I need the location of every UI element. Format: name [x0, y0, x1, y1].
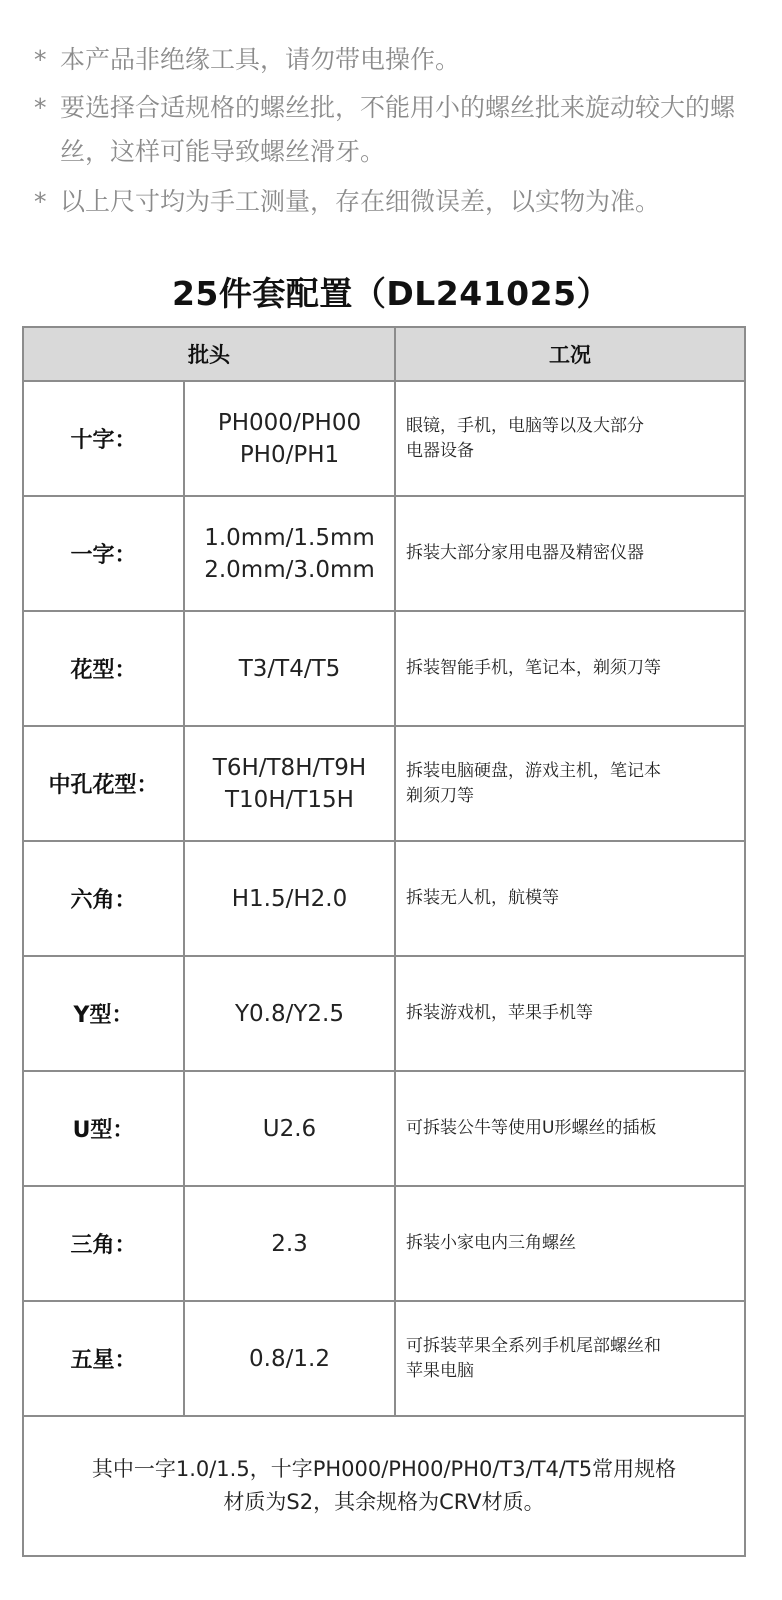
bit-spec: [184, 1071, 395, 1186]
spec-line: U2.6: [262, 1115, 317, 1142]
usage-line: 拆装游戏机，苹果手机等: [406, 1003, 593, 1023]
bit-type: 十字：: [23, 381, 184, 496]
usage-line: 拆装智能手机，笔记本，剃须刀等: [406, 658, 661, 678]
bit-spec: [184, 1186, 395, 1301]
note-1: [34, 38, 754, 82]
bit-spec: [184, 726, 395, 841]
usage-description: [395, 1186, 745, 1301]
usage-description: [395, 496, 745, 611]
bit-type: Y型：: [23, 956, 184, 1071]
spec-line: T6H/T8H/T9H: [212, 754, 367, 781]
usage-line: 苹果电脑: [406, 1360, 474, 1381]
spec-line: PH0/PH1: [239, 441, 340, 468]
spec-line: 2.3: [271, 1230, 308, 1257]
note-3: [34, 180, 754, 224]
bit-spec: [184, 496, 395, 611]
usage-line: 剃须刀等: [406, 785, 474, 806]
spec-line: T10H/T15H: [225, 786, 354, 813]
footer-line-2: 材质为S2，其余规格为CRV材质。: [223, 1490, 545, 1514]
config-table: [22, 326, 746, 1557]
note-text: 要选择合适规格的螺丝批，不能用小的螺丝批来旋动较大的螺丝，这样可能导致螺丝滑牙。: [60, 93, 736, 166]
note-bullet: *: [34, 45, 47, 74]
bit-type: 中孔花型：: [23, 726, 184, 841]
table-body: [23, 381, 745, 1416]
usage-line: 眼镜，手机，电脑等以及大部分: [406, 415, 644, 436]
table-row: [23, 841, 745, 956]
bit-type: 六角：: [23, 841, 184, 956]
bit-type: 花型：: [23, 611, 184, 726]
spec-line: PH000/PH00: [217, 409, 362, 436]
spec-line: Y0.8/Y2.5: [234, 1000, 344, 1027]
bit-type: U型：: [23, 1071, 184, 1186]
table-row: [23, 1186, 745, 1301]
usage-line: 拆装无人机，航模等: [406, 888, 559, 908]
table-header-row: [23, 327, 745, 381]
usage-line: 拆装电脑硬盘，游戏主机，笔记本: [406, 760, 661, 781]
page-title: 25件套配置（DL241025）: [171, 274, 611, 313]
table-row: [23, 381, 745, 496]
notes-section: [34, 38, 754, 228]
usage-line: 拆装小家电内三角螺丝: [406, 1233, 576, 1253]
usage-description: [395, 841, 745, 956]
spec-line: H1.5/H2.0: [231, 885, 348, 912]
usage-description: [395, 611, 745, 726]
note-bullet: *: [34, 187, 47, 216]
footer-line-1: 其中一字1.0/1.5，十字PH000/PH00/PH0/T3/T4/T5常用规格: [91, 1457, 677, 1481]
table-row: [23, 956, 745, 1071]
bit-spec: [184, 956, 395, 1071]
bit-type: 一字：: [23, 496, 184, 611]
usage-line: 可拆装公牛等使用U形螺丝的插板: [406, 1118, 657, 1138]
usage-line: 拆装大部分家用电器及精密仪器: [406, 543, 644, 563]
usage-description: [395, 956, 745, 1071]
spec-line: 2.0mm/3.0mm: [204, 556, 375, 583]
header-bit: 批头: [23, 327, 395, 381]
bit-type: 三角：: [23, 1186, 184, 1301]
usage-description: [395, 1301, 745, 1416]
bit-spec: [184, 1301, 395, 1416]
usage-line: 可拆装苹果全系列手机尾部螺丝和: [406, 1335, 661, 1356]
usage-description: [395, 726, 745, 841]
table-footer-row: [23, 1416, 745, 1556]
bit-spec: [184, 841, 395, 956]
table-row: [23, 1301, 745, 1416]
table-row: [23, 726, 745, 841]
note-text: 本产品非绝缘工具，请勿带电操作。: [60, 45, 461, 74]
note-text: 以上尺寸均为手工测量，存在细微误差，以实物为准。: [60, 187, 661, 216]
spec-line: T3/T4/T5: [238, 655, 341, 682]
note-2: [34, 86, 754, 174]
usage-line: 电器设备: [406, 440, 474, 461]
usage-description: [395, 1071, 745, 1186]
bit-spec: [184, 381, 395, 496]
spec-line: 1.0mm/1.5mm: [204, 524, 375, 551]
note-bullet: *: [34, 93, 47, 122]
bit-type: 五星：: [23, 1301, 184, 1416]
table-row: [23, 496, 745, 611]
bit-spec: [184, 611, 395, 726]
header-usage: 工况: [395, 327, 745, 381]
spec-line: 0.8/1.2: [249, 1345, 330, 1372]
table-row: [23, 611, 745, 726]
usage-description: [395, 381, 745, 496]
table-row: [23, 1071, 745, 1186]
footer-note: [23, 1416, 745, 1556]
